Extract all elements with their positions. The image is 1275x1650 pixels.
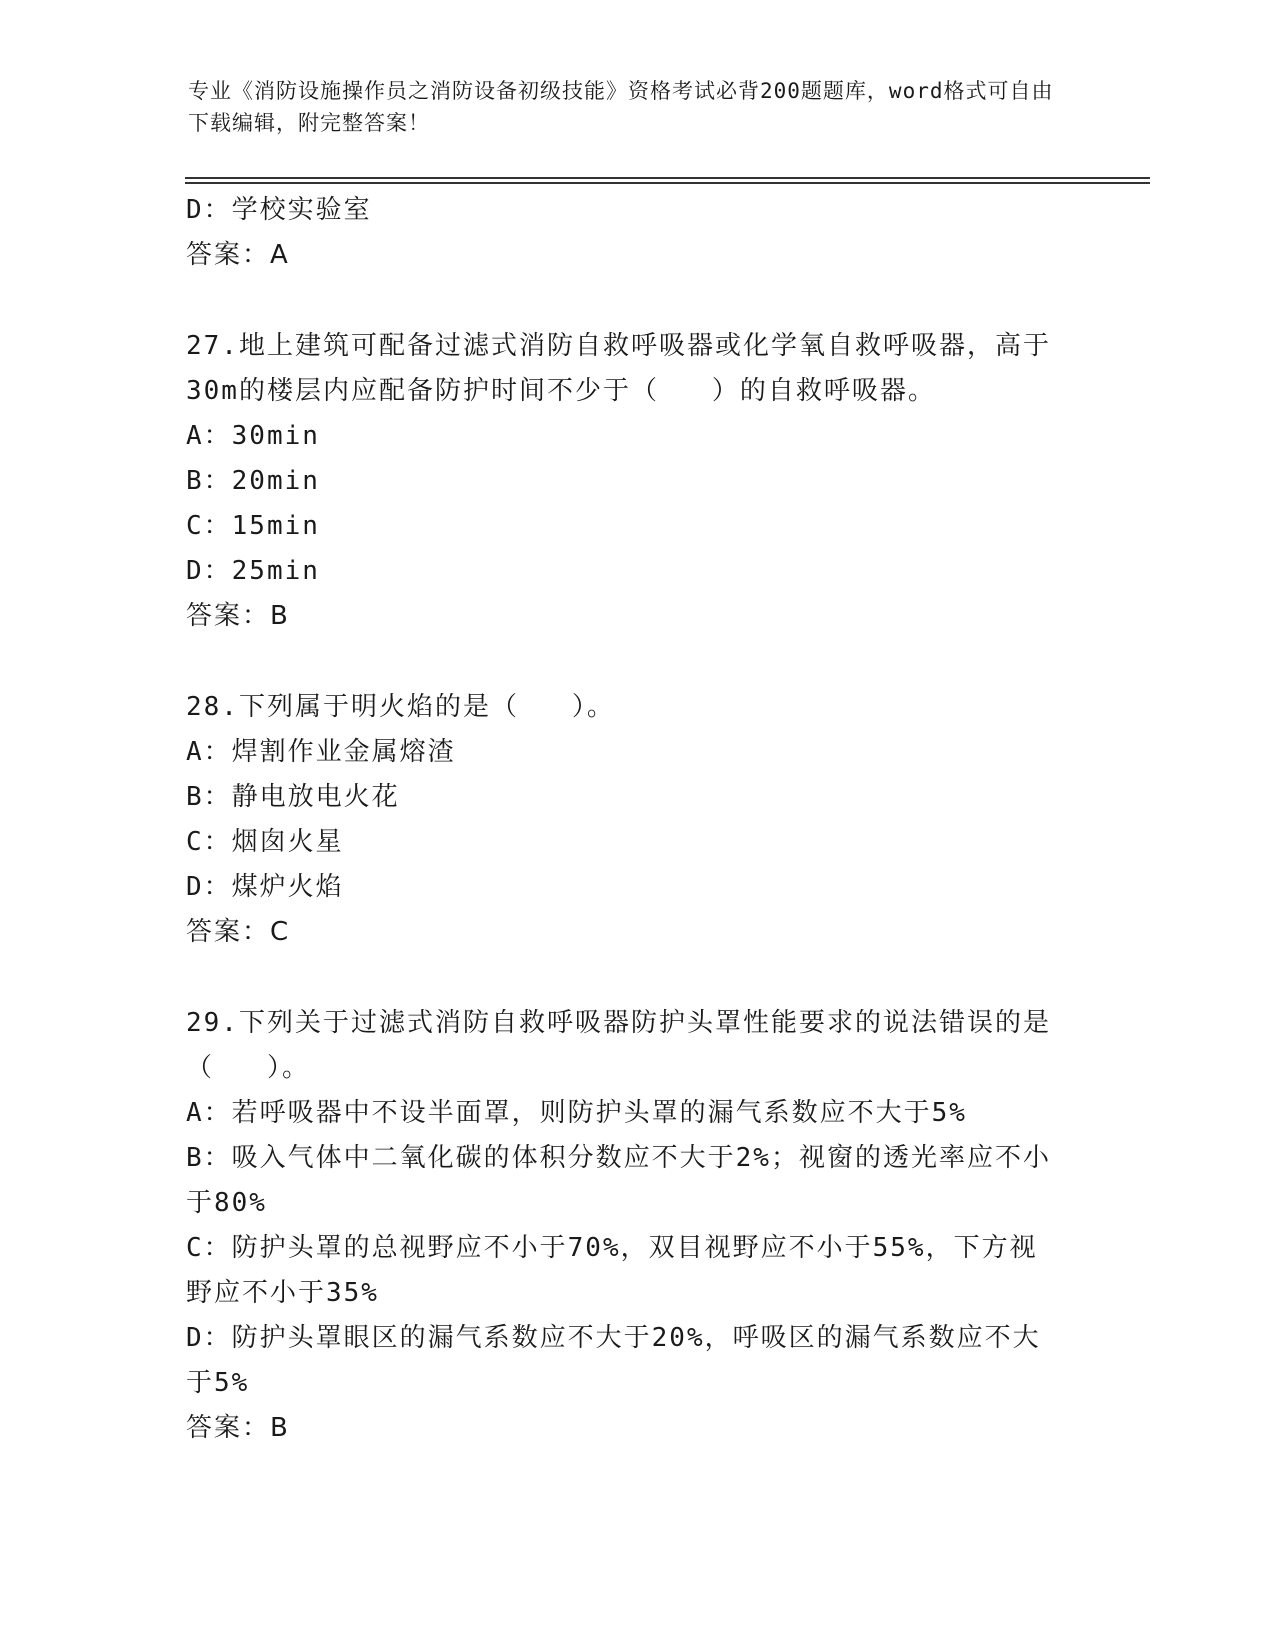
option-d: D：防护头罩眼区的漏气系数应不大于20%，呼吸区的漏气系数应不大 xyxy=(186,1323,1041,1353)
question-stem: 27.地上建筑可配备过滤式消防自救呼吸器或化学氧自救呼吸器，高于 xyxy=(186,331,1051,361)
question-stem: 29.下列关于过滤式消防自救呼吸器防护头罩性能要求的说法错误的是 xyxy=(186,1008,1051,1038)
option-a: A：焊割作业金属熔渣 xyxy=(186,737,456,767)
option-d: D：25min xyxy=(186,556,320,586)
question-28 xyxy=(186,685,1086,955)
option-d: D：煤炉火焰 xyxy=(186,872,344,902)
answer-line: 答案：A xyxy=(186,240,290,270)
document-header: 专业《消防设施操作员之消防设备初级技能》资格考试必背200题题库，word格式可自由下载编辑，附完整答案！ xyxy=(188,79,1054,135)
option-c: C：烟囱火星 xyxy=(186,827,344,857)
question-27 xyxy=(186,324,1086,639)
option-c: C：防护头罩的总视野应不小于70%，双目视野应不小于55%，下方视 xyxy=(186,1233,1038,1263)
header-divider-bottom xyxy=(185,182,1150,184)
question-29 xyxy=(186,1001,1086,1451)
answer-line: 答案：C xyxy=(186,917,291,947)
option-a: A：30min xyxy=(186,421,320,451)
answer-line: 答案：B xyxy=(186,1413,290,1443)
option-a: A：若呼吸器中不设半面罩，则防护头罩的漏气系数应不大于5% xyxy=(186,1098,967,1128)
option-b: B：静电放电火花 xyxy=(186,782,400,812)
question-list xyxy=(186,188,1086,1451)
header-divider-top xyxy=(185,177,1150,179)
option-c-continued: 野应不小于35% xyxy=(186,1278,379,1308)
option-d-continued: 于5% xyxy=(186,1368,250,1398)
question-stem-continued: 30m的楼层内应配备防护时间不少于（ ）的自救呼吸器。 xyxy=(186,376,936,406)
question-26-continued xyxy=(186,188,1086,278)
question-stem: 28.下列属于明火焰的是（ ）。 xyxy=(186,692,615,722)
option-d: D：学校实验室 xyxy=(186,195,372,225)
option-b-continued: 于80% xyxy=(186,1188,267,1218)
option-c: C：15min xyxy=(186,511,320,541)
option-b: B：20min xyxy=(186,466,320,496)
option-b: B：吸入气体中二氧化碳的体积分数应不大于2%；视窗的透光率应不小 xyxy=(186,1143,1051,1173)
answer-line: 答案：B xyxy=(186,601,290,631)
question-stem-continued: （ ）。 xyxy=(186,1053,310,1083)
